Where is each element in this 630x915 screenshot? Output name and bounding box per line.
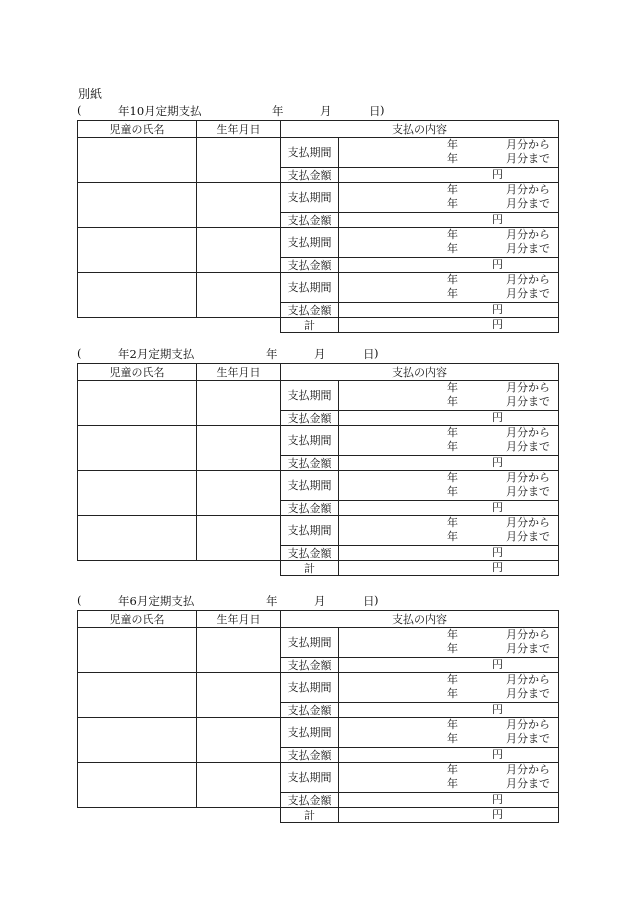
header-child-name: 児童の氏名: [78, 364, 197, 381]
child-name-field[interactable]: [78, 718, 197, 763]
date-year-unit: 年: [266, 347, 278, 361]
yen-unit: 円: [492, 411, 503, 424]
child-name-field[interactable]: [78, 273, 197, 318]
period-value-field[interactable]: [339, 138, 559, 168]
yen-unit: 円: [492, 501, 503, 514]
child-row: [78, 183, 559, 213]
yen-unit: 円: [492, 546, 503, 559]
period-from-year-unit: 年: [447, 516, 458, 529]
total-value-field[interactable]: [339, 318, 559, 333]
period-label: 支払期間: [281, 718, 339, 748]
period-value-field[interactable]: [339, 673, 559, 703]
period-label: 支払期間: [281, 628, 339, 658]
period-from-year-unit: 年: [447, 763, 458, 776]
child-name-field[interactable]: [78, 471, 197, 516]
amount-label: 支払金額: [281, 456, 339, 471]
child-row: [78, 426, 559, 456]
header-row: [78, 121, 559, 138]
period-from-year-unit: 年: [447, 673, 458, 686]
period-to-month-unit: 月分まで: [506, 242, 550, 255]
total-label: 計: [281, 561, 339, 576]
yen-unit: 円: [492, 748, 503, 761]
amount-label: 支払金額: [281, 793, 339, 808]
close-paren: ): [374, 593, 379, 607]
section-heading: [77, 103, 557, 117]
child-name-field[interactable]: [78, 381, 197, 426]
period-to-year-unit: 年: [447, 777, 458, 790]
amount-value-field[interactable]: [339, 303, 559, 318]
amount-label: 支払金額: [281, 703, 339, 718]
total-row-spacer: [78, 318, 281, 333]
period-label: 支払期間: [281, 228, 339, 258]
period-from-year-unit: 年: [447, 471, 458, 484]
child-row: [78, 381, 559, 411]
period-to-month-unit: 月分まで: [506, 152, 550, 165]
amount-value-field[interactable]: [339, 703, 559, 718]
section-title: 年2月定期支払: [118, 347, 195, 361]
amount-label: 支払金額: [281, 658, 339, 673]
birth-date-field[interactable]: [197, 516, 281, 561]
amount-value-field[interactable]: [339, 546, 559, 561]
child-row: [78, 273, 559, 303]
period-from-month-unit: 月分から: [506, 183, 550, 196]
birth-date-field[interactable]: [197, 273, 281, 318]
child-name-field[interactable]: [78, 516, 197, 561]
period-value-field[interactable]: [339, 516, 559, 546]
birth-date-field[interactable]: [197, 673, 281, 718]
period-from-year-unit: 年: [447, 628, 458, 641]
child-name-field[interactable]: [78, 138, 197, 183]
amount-label: 支払金額: [281, 546, 339, 561]
period-value-field[interactable]: [339, 763, 559, 793]
header-birth-date: 生年月日: [197, 364, 281, 381]
period-label: 支払期間: [281, 516, 339, 546]
period-to-year-unit: 年: [447, 152, 458, 165]
child-name-field[interactable]: [78, 673, 197, 718]
period-from-year-unit: 年: [447, 718, 458, 731]
header-row: [78, 364, 559, 381]
payment-table: [77, 363, 559, 576]
period-to-month-unit: 月分まで: [506, 197, 550, 210]
period-from-month-unit: 月分から: [506, 516, 550, 529]
period-label: 支払期間: [281, 763, 339, 793]
child-name-field[interactable]: [78, 426, 197, 471]
amount-label: 支払金額: [281, 501, 339, 516]
period-to-month-unit: 月分まで: [506, 732, 550, 745]
total-yen-unit: 円: [492, 808, 503, 821]
amount-value-field[interactable]: [339, 793, 559, 808]
header-payment-content: 支払の内容: [281, 364, 559, 381]
date-month-unit: 月: [320, 104, 332, 118]
payment-table: [77, 610, 559, 823]
date-day-unit: 日: [369, 104, 381, 118]
header-payment-content: 支払の内容: [281, 611, 559, 628]
period-label: 支払期間: [281, 381, 339, 411]
period-value-field[interactable]: [339, 273, 559, 303]
yen-unit: 円: [492, 168, 503, 181]
period-value-field[interactable]: [339, 426, 559, 456]
date-year-unit: 年: [272, 104, 284, 118]
period-label: 支払期間: [281, 673, 339, 703]
period-from-month-unit: 月分から: [506, 228, 550, 241]
total-yen-unit: 円: [492, 318, 503, 331]
yen-unit: 円: [492, 456, 503, 469]
total-yen-unit: 円: [492, 561, 503, 574]
date-month-unit: 月: [314, 594, 326, 608]
birth-date-field[interactable]: [197, 228, 281, 273]
period-to-year-unit: 年: [447, 732, 458, 745]
period-value-field[interactable]: [339, 471, 559, 501]
child-name-field[interactable]: [78, 763, 197, 808]
amount-value-field[interactable]: [339, 168, 559, 183]
child-row: [78, 516, 559, 546]
amount-label: 支払金額: [281, 411, 339, 426]
total-label: 計: [281, 318, 339, 333]
birth-date-field[interactable]: [197, 183, 281, 228]
birth-date-field[interactable]: [197, 381, 281, 426]
amount-value-field[interactable]: [339, 748, 559, 763]
period-from-year-unit: 年: [447, 381, 458, 394]
date-year-unit: 年: [266, 594, 278, 608]
period-to-year-unit: 年: [447, 395, 458, 408]
close-paren: ): [380, 103, 385, 117]
birth-date-field[interactable]: [197, 628, 281, 673]
child-row: [78, 228, 559, 258]
header-birth-date: 生年月日: [197, 121, 281, 138]
birth-date-field[interactable]: [197, 763, 281, 808]
period-from-month-unit: 月分から: [506, 381, 550, 394]
child-row: [78, 628, 559, 658]
amount-value-field[interactable]: [339, 411, 559, 426]
yen-unit: 円: [492, 658, 503, 671]
section-heading: [77, 346, 557, 360]
period-from-month-unit: 月分から: [506, 718, 550, 731]
child-name-field[interactable]: [78, 628, 197, 673]
birth-date-field[interactable]: [197, 471, 281, 516]
period-to-month-unit: 月分まで: [506, 530, 550, 543]
period-to-month-unit: 月分まで: [506, 485, 550, 498]
header-child-name: 児童の氏名: [78, 611, 197, 628]
amount-value-field[interactable]: [339, 213, 559, 228]
yen-unit: 円: [492, 793, 503, 806]
appendix-label: 別紙: [78, 87, 103, 101]
period-to-year-unit: 年: [447, 687, 458, 700]
period-to-year-unit: 年: [447, 530, 458, 543]
yen-unit: 円: [492, 303, 503, 316]
open-paren: (: [77, 593, 82, 607]
period-label: 支払期間: [281, 138, 339, 168]
period-value-field[interactable]: [339, 381, 559, 411]
period-from-year-unit: 年: [447, 426, 458, 439]
period-from-month-unit: 月分から: [506, 471, 550, 484]
section-title: 年6月定期支払: [118, 594, 195, 608]
period-to-month-unit: 月分まで: [506, 440, 550, 453]
period-from-month-unit: 月分から: [506, 763, 550, 776]
period-from-year-unit: 年: [447, 138, 458, 151]
amount-value-field[interactable]: [339, 258, 559, 273]
period-to-year-unit: 年: [447, 287, 458, 300]
period-from-year-unit: 年: [447, 183, 458, 196]
open-paren: (: [77, 103, 82, 117]
amount-value-field[interactable]: [339, 456, 559, 471]
total-label: 計: [281, 808, 339, 823]
total-row: [78, 318, 559, 333]
period-to-year-unit: 年: [447, 642, 458, 655]
total-value-field[interactable]: [339, 561, 559, 576]
period-to-month-unit: 月分まで: [506, 687, 550, 700]
period-from-month-unit: 月分から: [506, 673, 550, 686]
header-row: [78, 611, 559, 628]
birth-date-field[interactable]: [197, 426, 281, 471]
period-from-month-unit: 月分から: [506, 273, 550, 286]
period-label: 支払期間: [281, 273, 339, 303]
total-row: [78, 808, 559, 823]
close-paren: ): [374, 346, 379, 360]
header-child-name: 児童の氏名: [78, 121, 197, 138]
period-label: 支払期間: [281, 426, 339, 456]
total-value-field[interactable]: [339, 808, 559, 823]
amount-label: 支払金額: [281, 303, 339, 318]
period-from-year-unit: 年: [447, 228, 458, 241]
child-row: [78, 138, 559, 168]
birth-date-field[interactable]: [197, 138, 281, 183]
period-to-month-unit: 月分まで: [506, 642, 550, 655]
total-row-spacer: [78, 561, 281, 576]
amount-label: 支払金額: [281, 213, 339, 228]
period-from-month-unit: 月分から: [506, 628, 550, 641]
period-to-year-unit: 年: [447, 485, 458, 498]
amount-label: 支払金額: [281, 748, 339, 763]
date-month-unit: 月: [314, 347, 326, 361]
birth-date-field[interactable]: [197, 718, 281, 763]
yen-unit: 円: [492, 258, 503, 271]
section-title: 年10月定期支払: [118, 104, 202, 118]
period-to-month-unit: 月分まで: [506, 287, 550, 300]
date-day-unit: 日: [363, 594, 375, 608]
period-label: 支払期間: [281, 183, 339, 213]
header-birth-date: 生年月日: [197, 611, 281, 628]
yen-unit: 円: [492, 213, 503, 226]
child-row: [78, 673, 559, 703]
yen-unit: 円: [492, 703, 503, 716]
period-label: 支払期間: [281, 471, 339, 501]
period-to-year-unit: 年: [447, 440, 458, 453]
amount-label: 支払金額: [281, 258, 339, 273]
period-value-field[interactable]: [339, 183, 559, 213]
total-row-spacer: [78, 808, 281, 823]
period-from-year-unit: 年: [447, 273, 458, 286]
period-to-month-unit: 月分まで: [506, 395, 550, 408]
child-row: [78, 718, 559, 748]
period-to-month-unit: 月分まで: [506, 777, 550, 790]
period-value-field[interactable]: [339, 228, 559, 258]
child-row: [78, 471, 559, 501]
header-payment-content: 支払の内容: [281, 121, 559, 138]
total-row: [78, 561, 559, 576]
child-name-field[interactable]: [78, 228, 197, 273]
period-from-month-unit: 月分から: [506, 138, 550, 151]
period-from-month-unit: 月分から: [506, 426, 550, 439]
period-value-field[interactable]: [339, 718, 559, 748]
date-day-unit: 日: [363, 347, 375, 361]
section-heading: [77, 593, 557, 607]
period-to-year-unit: 年: [447, 197, 458, 210]
amount-value-field[interactable]: [339, 658, 559, 673]
child-name-field[interactable]: [78, 183, 197, 228]
period-to-year-unit: 年: [447, 242, 458, 255]
period-value-field[interactable]: [339, 628, 559, 658]
amount-value-field[interactable]: [339, 501, 559, 516]
payment-table: [77, 120, 559, 333]
child-row: [78, 763, 559, 793]
amount-label: 支払金額: [281, 168, 339, 183]
open-paren: (: [77, 346, 82, 360]
